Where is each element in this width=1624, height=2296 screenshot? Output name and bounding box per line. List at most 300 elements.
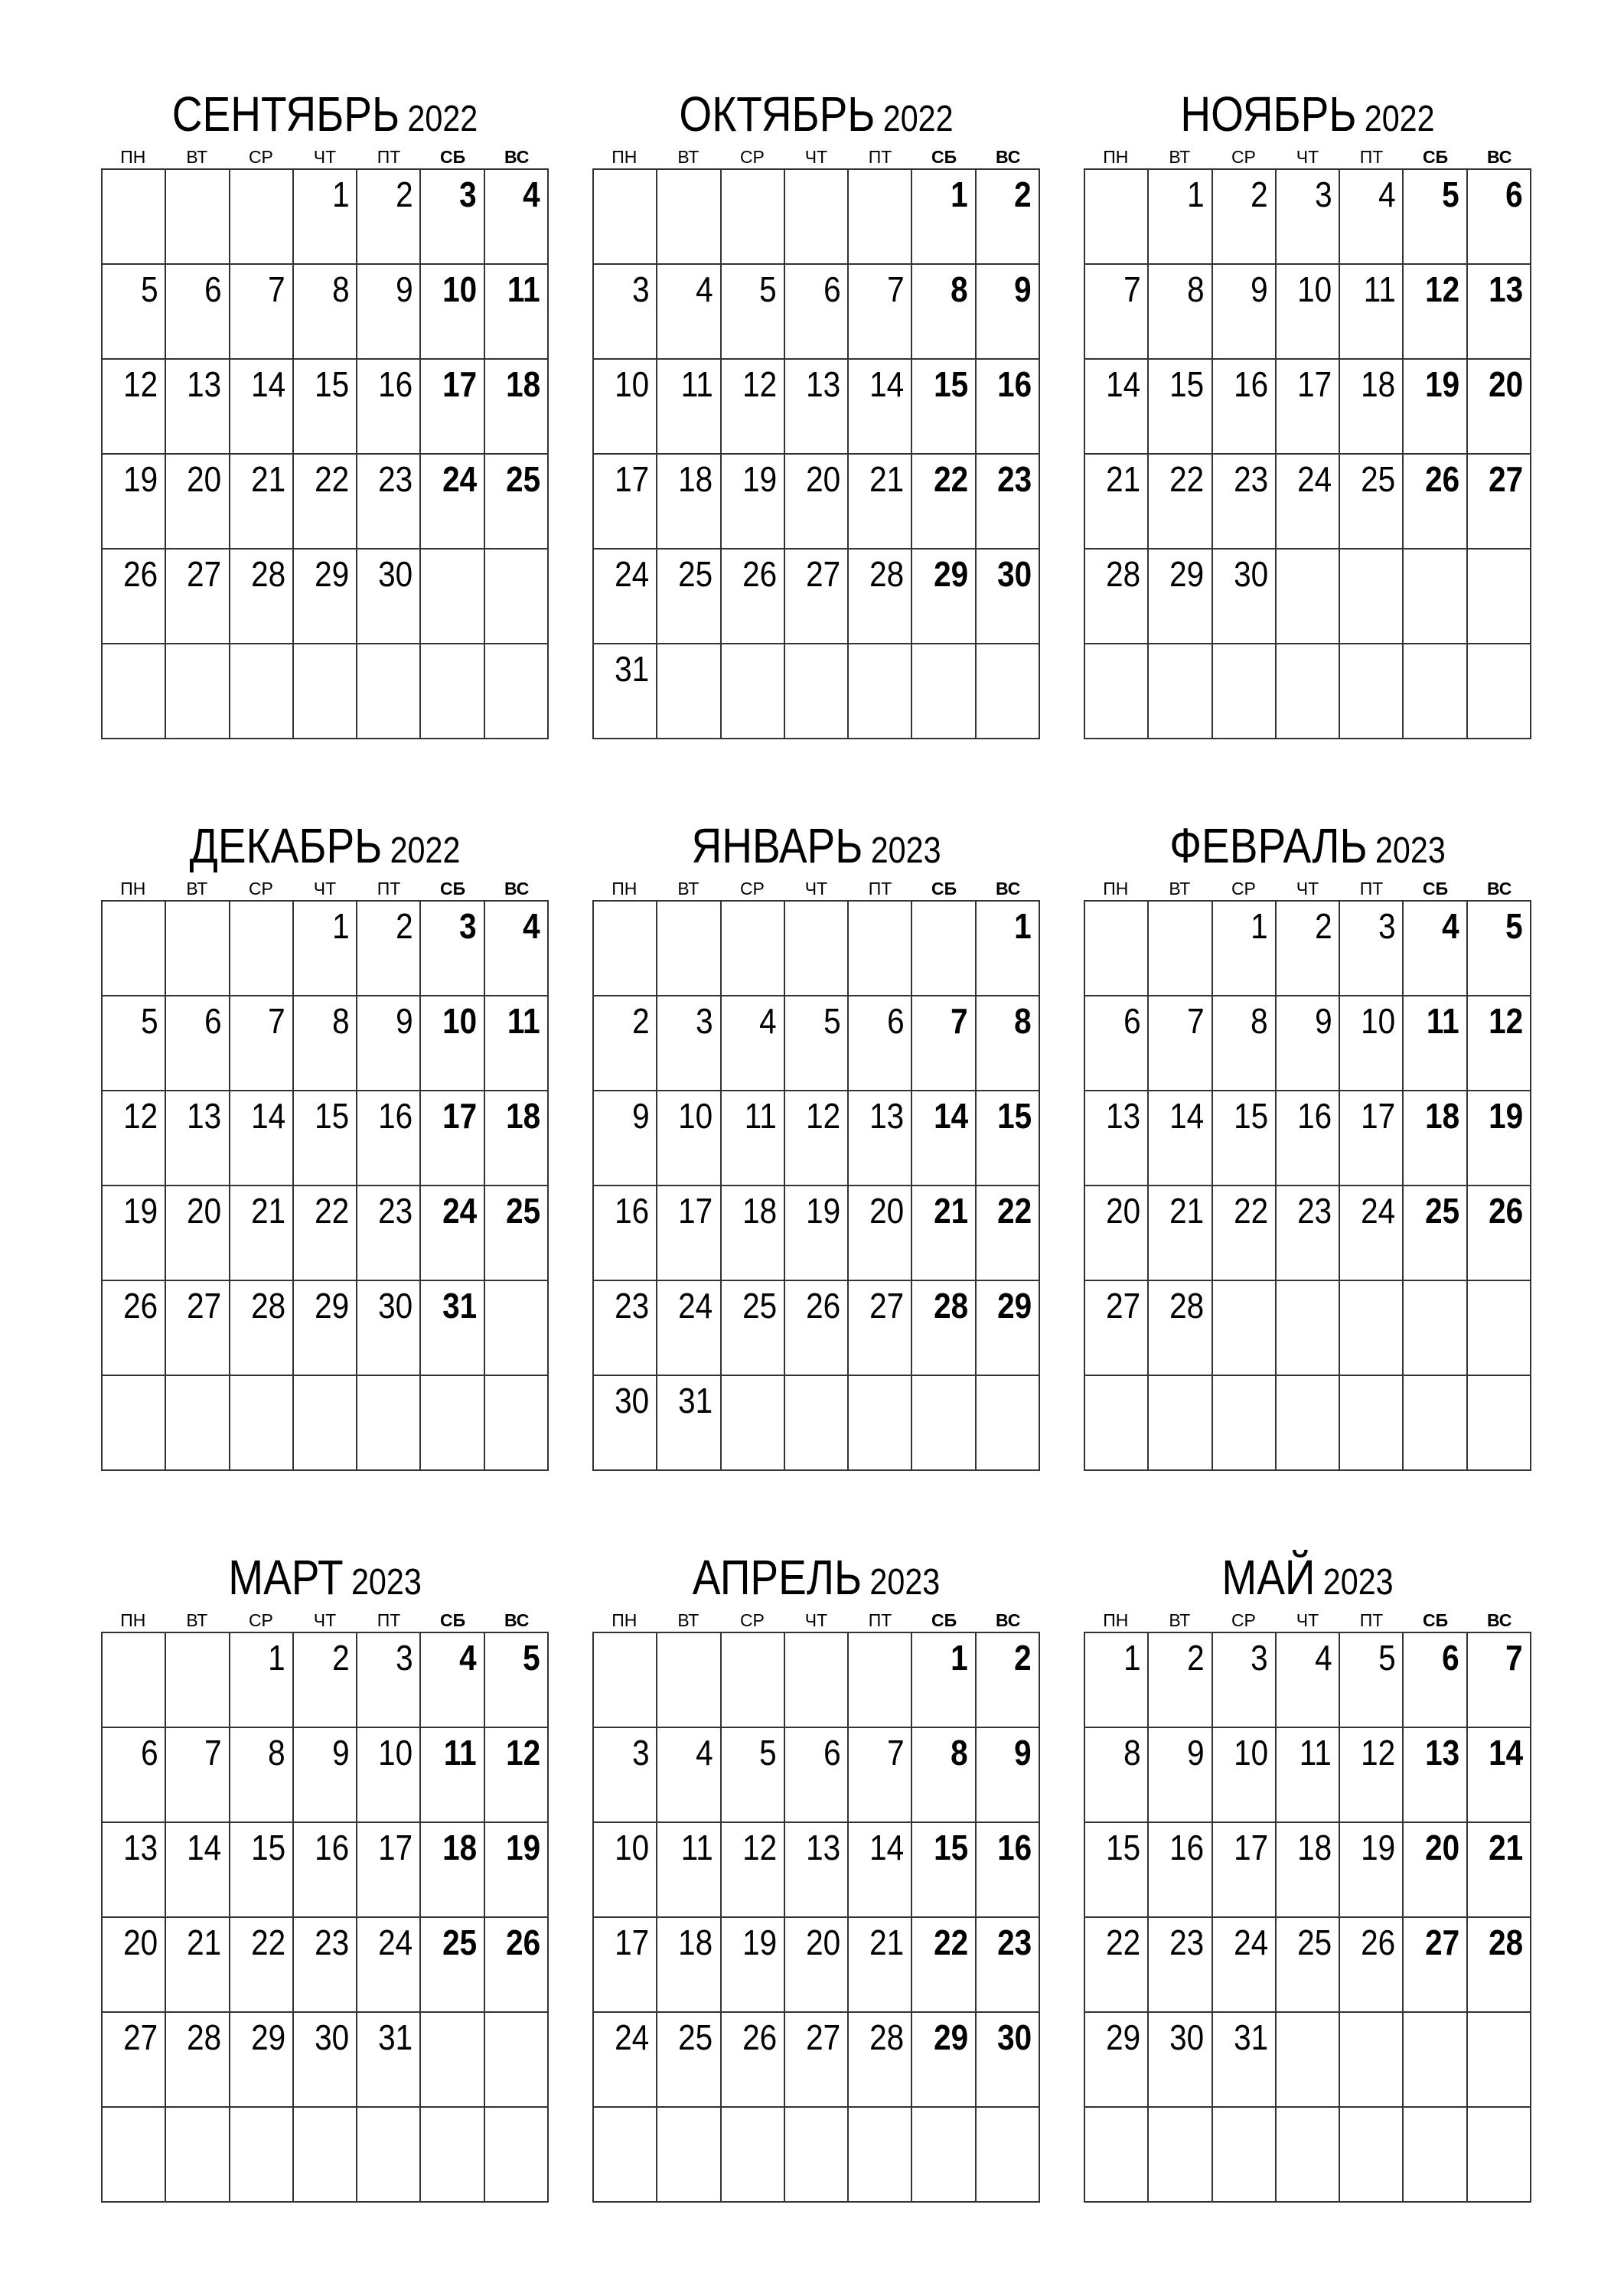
day-number: 6 bbox=[204, 1001, 222, 1041]
day-number: 17 bbox=[615, 1923, 650, 1962]
day-number: 10 bbox=[615, 1828, 650, 1867]
weekday-label: ПТ bbox=[1359, 147, 1384, 167]
day-cell bbox=[421, 644, 484, 739]
day-cell bbox=[1213, 550, 1277, 644]
day-number: 21 bbox=[250, 1191, 285, 1231]
day-number: 26 bbox=[1424, 459, 1459, 499]
day-number: 12 bbox=[123, 364, 158, 404]
weekday-label: СБ bbox=[1423, 879, 1449, 899]
day-cell bbox=[1340, 1376, 1404, 1471]
day-cell bbox=[977, 550, 1040, 644]
day-number: 12 bbox=[742, 364, 777, 404]
day-number: 21 bbox=[1106, 459, 1141, 499]
day-cell bbox=[594, 1633, 657, 1728]
day-cell bbox=[977, 360, 1040, 455]
day-number: 12 bbox=[806, 1096, 841, 1136]
day-cell bbox=[912, 455, 976, 550]
day-cell bbox=[1213, 1918, 1277, 2013]
day-cell bbox=[977, 2108, 1040, 2203]
day-number: 27 bbox=[187, 1286, 222, 1326]
weekday-label: ПН bbox=[120, 1610, 146, 1630]
day-number: 1 bbox=[951, 1638, 968, 1678]
day-cell bbox=[1277, 2108, 1340, 2203]
day-cell bbox=[421, 1633, 484, 1728]
day-number: 24 bbox=[615, 2017, 650, 2057]
day-cell bbox=[1404, 1918, 1467, 2013]
day-cell bbox=[1213, 1091, 1277, 1186]
day-number: 4 bbox=[1442, 906, 1459, 946]
day-number: 10 bbox=[378, 1733, 413, 1773]
day-cell bbox=[849, 360, 912, 455]
day-cell bbox=[657, 1728, 721, 1823]
day-cell bbox=[1340, 1186, 1404, 1281]
day-cell bbox=[1085, 1823, 1149, 1918]
day-number: 11 bbox=[680, 364, 713, 404]
weekday-label: СБ bbox=[440, 1610, 466, 1630]
day-number: 29 bbox=[1169, 554, 1205, 594]
day-number: 6 bbox=[823, 269, 841, 309]
day-number: 5 bbox=[140, 269, 158, 309]
month-name: НОЯБРЬ bbox=[1180, 86, 1357, 142]
day-number: 14 bbox=[187, 1828, 222, 1867]
day-number: 18 bbox=[678, 1923, 713, 1962]
weekday-label: СР bbox=[248, 1610, 273, 1630]
day-number: 8 bbox=[1251, 1001, 1268, 1041]
day-cell bbox=[1468, 265, 1531, 360]
day-number: 8 bbox=[331, 269, 350, 309]
day-cell bbox=[594, 1091, 657, 1186]
day-cell bbox=[1277, 1823, 1340, 1918]
day-cell bbox=[485, 1186, 549, 1281]
weekday-header bbox=[101, 877, 549, 900]
day-cell bbox=[166, 1281, 230, 1376]
day-number: 3 bbox=[459, 906, 477, 946]
day-cell bbox=[1404, 1376, 1467, 1471]
weekday-label: ПТ bbox=[868, 879, 892, 899]
day-number: 19 bbox=[1488, 1096, 1523, 1136]
month-calendar bbox=[101, 1549, 549, 2203]
weekday-label: ВТ bbox=[186, 1610, 208, 1630]
day-cell bbox=[230, 1823, 294, 1918]
day-cell bbox=[1085, 1281, 1149, 1376]
day-cell bbox=[485, 360, 549, 455]
day-cell bbox=[1468, 1633, 1531, 1728]
day-cell bbox=[1213, 996, 1277, 1091]
day-number: 26 bbox=[505, 1923, 540, 1962]
day-number: 13 bbox=[1488, 269, 1523, 309]
day-number: 14 bbox=[933, 1096, 968, 1136]
day-number: 28 bbox=[1488, 1923, 1523, 1962]
day-number: 31 bbox=[378, 2017, 413, 2057]
day-number: 22 bbox=[315, 459, 350, 499]
day-number: 27 bbox=[123, 2017, 158, 2057]
day-cell bbox=[657, 1091, 721, 1186]
day-number: 17 bbox=[1297, 364, 1332, 404]
day-cell bbox=[594, 644, 657, 739]
day-cell bbox=[1468, 1728, 1531, 1823]
day-cell bbox=[1213, 1728, 1277, 1823]
day-cell bbox=[230, 550, 294, 644]
day-cell bbox=[657, 1918, 721, 2013]
day-number: 28 bbox=[250, 1286, 285, 1326]
day-number: 26 bbox=[806, 1286, 841, 1326]
day-number: 20 bbox=[187, 459, 222, 499]
day-cell bbox=[1277, 2013, 1340, 2108]
day-number: 17 bbox=[1233, 1828, 1268, 1867]
day-number: 27 bbox=[1424, 1923, 1459, 1962]
weekday-label: ВС bbox=[504, 879, 530, 899]
day-cell bbox=[485, 550, 549, 644]
day-cell bbox=[230, 2013, 294, 2108]
day-number: 16 bbox=[378, 1096, 413, 1136]
day-cell bbox=[1213, 1633, 1277, 1728]
day-cell bbox=[294, 1376, 357, 1471]
day-cell bbox=[657, 550, 721, 644]
day-number: 1 bbox=[951, 174, 968, 214]
day-cell bbox=[594, 170, 657, 265]
day-number: 11 bbox=[1426, 1001, 1459, 1041]
day-cell bbox=[294, 996, 357, 1091]
day-number: 30 bbox=[1233, 554, 1268, 594]
day-number: 11 bbox=[1363, 269, 1396, 309]
day-cell bbox=[1404, 1728, 1467, 1823]
day-number: 15 bbox=[315, 364, 350, 404]
day-number: 24 bbox=[678, 1286, 713, 1326]
day-cell bbox=[1468, 902, 1531, 996]
day-grid bbox=[101, 168, 549, 739]
day-number: 9 bbox=[1251, 269, 1268, 309]
day-cell bbox=[1149, 644, 1212, 739]
day-number: 8 bbox=[951, 1733, 968, 1773]
day-number: 5 bbox=[1378, 1638, 1396, 1678]
day-cell bbox=[849, 1728, 912, 1823]
day-number: 7 bbox=[268, 1001, 285, 1041]
day-cell bbox=[1404, 1633, 1467, 1728]
day-cell bbox=[785, 1633, 849, 1728]
day-cell bbox=[230, 170, 294, 265]
day-number: 28 bbox=[869, 2017, 905, 2057]
day-cell bbox=[657, 455, 721, 550]
day-cell bbox=[977, 1823, 1040, 1918]
weekday-label: СР bbox=[739, 879, 765, 899]
day-cell bbox=[421, 550, 484, 644]
day-cell bbox=[230, 996, 294, 1091]
day-cell bbox=[912, 1918, 976, 2013]
day-cell bbox=[849, 1186, 912, 1281]
day-cell bbox=[722, 996, 785, 1091]
day-cell bbox=[1085, 1091, 1149, 1186]
day-cell bbox=[485, 170, 549, 265]
day-number: 20 bbox=[1488, 364, 1523, 404]
day-grid bbox=[592, 900, 1040, 1471]
day-cell bbox=[977, 170, 1040, 265]
day-cell bbox=[849, 1633, 912, 1728]
day-cell bbox=[1404, 1186, 1467, 1281]
day-number: 15 bbox=[933, 364, 968, 404]
day-cell bbox=[103, 1281, 166, 1376]
day-cell bbox=[1277, 996, 1340, 1091]
month-year: 2022 bbox=[407, 99, 478, 139]
day-cell bbox=[103, 2108, 166, 2203]
day-cell bbox=[294, 2108, 357, 2203]
weekday-label: ВТ bbox=[1169, 879, 1191, 899]
day-cell bbox=[166, 1376, 230, 1471]
day-number: 29 bbox=[933, 2017, 968, 2057]
day-number: 18 bbox=[1424, 1096, 1459, 1136]
day-cell bbox=[1404, 2108, 1467, 2203]
day-cell bbox=[103, 455, 166, 550]
day-number: 11 bbox=[443, 1733, 477, 1773]
day-number: 6 bbox=[204, 269, 222, 309]
day-number: 10 bbox=[442, 1001, 477, 1041]
day-cell bbox=[657, 265, 721, 360]
weekday-label: ВТ bbox=[677, 879, 699, 899]
day-cell bbox=[166, 265, 230, 360]
day-number: 15 bbox=[933, 1828, 968, 1867]
month-calendar bbox=[101, 817, 549, 1471]
day-number: 15 bbox=[1169, 364, 1205, 404]
day-cell bbox=[1085, 170, 1149, 265]
day-number: 3 bbox=[395, 1638, 413, 1678]
day-number: 7 bbox=[204, 1733, 222, 1773]
day-cell bbox=[421, 1091, 484, 1186]
weekday-header bbox=[1084, 145, 1531, 168]
day-number: 22 bbox=[933, 1923, 968, 1962]
day-cell bbox=[357, 455, 421, 550]
day-cell bbox=[657, 360, 721, 455]
day-cell bbox=[722, 265, 785, 360]
day-cell bbox=[1468, 1376, 1531, 1471]
month-title bbox=[1115, 86, 1500, 145]
day-number: 19 bbox=[123, 459, 158, 499]
day-number: 4 bbox=[523, 906, 540, 946]
day-number: 7 bbox=[886, 269, 905, 309]
day-cell bbox=[294, 265, 357, 360]
day-cell bbox=[1277, 1633, 1340, 1728]
day-cell bbox=[657, 996, 721, 1091]
day-cell bbox=[1213, 2108, 1277, 2203]
day-cell bbox=[912, 644, 976, 739]
day-cell bbox=[1149, 1376, 1212, 1471]
month-name: АПРЕЛЬ bbox=[692, 1550, 863, 1605]
day-number: 26 bbox=[123, 1286, 158, 1326]
day-number: 15 bbox=[1106, 1828, 1141, 1867]
day-number: 24 bbox=[1361, 1191, 1396, 1231]
day-number: 1 bbox=[1187, 174, 1205, 214]
day-cell bbox=[1085, 1728, 1149, 1823]
day-number: 23 bbox=[315, 1923, 350, 1962]
day-cell bbox=[1149, 550, 1212, 644]
weekday-header bbox=[592, 1609, 1040, 1632]
day-cell bbox=[166, 2108, 230, 2203]
day-cell bbox=[912, 550, 976, 644]
day-cell bbox=[166, 550, 230, 644]
day-cell bbox=[912, 360, 976, 455]
day-cell bbox=[1468, 1281, 1531, 1376]
day-cell bbox=[1340, 902, 1404, 996]
day-number: 16 bbox=[615, 1191, 650, 1231]
day-cell bbox=[1213, 2013, 1277, 2108]
day-number: 14 bbox=[869, 364, 905, 404]
day-cell bbox=[912, 1728, 976, 1823]
day-number: 21 bbox=[187, 1923, 222, 1962]
day-number: 27 bbox=[806, 2017, 841, 2057]
day-cell bbox=[1468, 644, 1531, 739]
day-number: 21 bbox=[1169, 1191, 1205, 1231]
day-number: 8 bbox=[331, 1001, 350, 1041]
day-number: 14 bbox=[1488, 1733, 1523, 1773]
month-name: ОКТЯБРЬ bbox=[679, 86, 876, 142]
day-cell bbox=[421, 1186, 484, 1281]
day-number: 7 bbox=[886, 1733, 905, 1773]
day-number: 28 bbox=[250, 554, 285, 594]
day-number: 11 bbox=[507, 1001, 540, 1041]
day-number: 26 bbox=[742, 2017, 777, 2057]
day-cell bbox=[1149, 1823, 1212, 1918]
day-cell bbox=[357, 1281, 421, 1376]
day-cell bbox=[103, 1918, 166, 2013]
day-cell bbox=[103, 902, 166, 996]
day-number: 15 bbox=[996, 1096, 1032, 1136]
day-cell bbox=[912, 265, 976, 360]
day-cell bbox=[1149, 1281, 1212, 1376]
weekday-label: ПТ bbox=[1359, 879, 1384, 899]
day-number: 7 bbox=[1123, 269, 1141, 309]
day-cell bbox=[912, 996, 976, 1091]
day-number: 2 bbox=[331, 1638, 350, 1678]
day-cell bbox=[1213, 902, 1277, 996]
day-cell bbox=[594, 1376, 657, 1471]
day-number: 3 bbox=[1251, 1638, 1268, 1678]
day-cell bbox=[1468, 1823, 1531, 1918]
day-cell bbox=[294, 1823, 357, 1918]
month-year: 2022 bbox=[1364, 99, 1435, 139]
day-cell bbox=[785, 1918, 849, 2013]
day-cell bbox=[722, 902, 785, 996]
day-cell bbox=[912, 1281, 976, 1376]
day-cell bbox=[1404, 902, 1467, 996]
day-number: 16 bbox=[996, 1828, 1032, 1867]
day-cell bbox=[1340, 2013, 1404, 2108]
day-cell bbox=[722, 1633, 785, 1728]
day-cell bbox=[722, 170, 785, 265]
day-number: 13 bbox=[806, 1828, 841, 1867]
day-number: 5 bbox=[823, 1001, 841, 1041]
day-cell bbox=[977, 455, 1040, 550]
day-cell bbox=[849, 2013, 912, 2108]
day-number: 16 bbox=[996, 364, 1032, 404]
day-number: 18 bbox=[442, 1828, 477, 1867]
month-name: МАЙ bbox=[1221, 1550, 1316, 1605]
day-number: 24 bbox=[1297, 459, 1332, 499]
day-number: 14 bbox=[250, 1096, 285, 1136]
weekday-label: СР bbox=[1231, 1610, 1256, 1630]
day-number: 7 bbox=[1505, 1638, 1523, 1678]
day-cell bbox=[166, 1823, 230, 1918]
day-number: 10 bbox=[678, 1096, 713, 1136]
day-number: 3 bbox=[459, 174, 477, 214]
day-cell bbox=[294, 2013, 357, 2108]
day-number: 5 bbox=[1442, 174, 1459, 214]
weekday-label: ПТ bbox=[868, 147, 892, 167]
day-cell bbox=[657, 2013, 721, 2108]
day-cell bbox=[103, 1823, 166, 1918]
day-cell bbox=[357, 2108, 421, 2203]
month-year: 2023 bbox=[351, 1562, 422, 1603]
weekday-label: ПН bbox=[1103, 879, 1129, 899]
day-cell bbox=[785, 996, 849, 1091]
day-number: 6 bbox=[140, 1733, 158, 1773]
day-cell bbox=[230, 1281, 294, 1376]
day-number: 6 bbox=[886, 1001, 905, 1041]
day-cell bbox=[230, 1728, 294, 1823]
day-cell bbox=[722, 1918, 785, 2013]
day-number: 15 bbox=[315, 1096, 350, 1136]
day-cell bbox=[594, 455, 657, 550]
day-number: 9 bbox=[395, 269, 413, 309]
day-number: 16 bbox=[1169, 1828, 1205, 1867]
day-cell bbox=[357, 1823, 421, 1918]
day-cell bbox=[849, 1376, 912, 1471]
day-number: 7 bbox=[1187, 1001, 1205, 1041]
day-cell bbox=[722, 1281, 785, 1376]
day-cell bbox=[357, 2013, 421, 2108]
day-grid bbox=[1084, 168, 1531, 739]
day-number: 26 bbox=[123, 554, 158, 594]
day-cell bbox=[485, 1823, 549, 1918]
day-cell bbox=[1149, 1918, 1212, 2013]
day-cell bbox=[1404, 996, 1467, 1091]
day-cell bbox=[977, 2013, 1040, 2108]
weekday-label: СР bbox=[739, 1610, 765, 1630]
day-number: 29 bbox=[1106, 2017, 1141, 2057]
month-title bbox=[132, 1549, 517, 1609]
day-number: 22 bbox=[996, 1191, 1032, 1231]
weekday-label: ВС bbox=[1487, 147, 1512, 167]
day-cell bbox=[103, 644, 166, 739]
day-number: 3 bbox=[696, 1001, 713, 1041]
day-number: 19 bbox=[123, 1191, 158, 1231]
day-cell bbox=[1277, 1091, 1340, 1186]
day-number: 20 bbox=[1106, 1191, 1141, 1231]
day-number: 2 bbox=[1014, 174, 1032, 214]
day-number: 29 bbox=[315, 1286, 350, 1326]
month-name: ДЕКАБРЬ bbox=[189, 818, 383, 873]
day-number: 21 bbox=[933, 1191, 968, 1231]
day-cell bbox=[230, 1376, 294, 1471]
weekday-label: СБ bbox=[440, 879, 466, 899]
day-cell bbox=[357, 360, 421, 455]
day-cell bbox=[166, 455, 230, 550]
weekday-label: СР bbox=[248, 879, 273, 899]
weekday-label: ПТ bbox=[377, 147, 401, 167]
weekday-label: ЧТ bbox=[313, 147, 337, 167]
day-cell bbox=[785, 1281, 849, 1376]
day-cell bbox=[912, 1091, 976, 1186]
month-calendar bbox=[1084, 817, 1531, 1471]
day-cell bbox=[594, 1918, 657, 2013]
day-cell bbox=[294, 902, 357, 996]
day-cell bbox=[1213, 455, 1277, 550]
day-number: 15 bbox=[1233, 1096, 1268, 1136]
day-cell bbox=[103, 1186, 166, 1281]
day-cell bbox=[103, 1633, 166, 1728]
day-number: 23 bbox=[378, 459, 413, 499]
day-number: 20 bbox=[806, 459, 841, 499]
day-cell bbox=[1468, 1186, 1531, 1281]
day-cell bbox=[722, 550, 785, 644]
day-cell bbox=[1468, 996, 1531, 1091]
